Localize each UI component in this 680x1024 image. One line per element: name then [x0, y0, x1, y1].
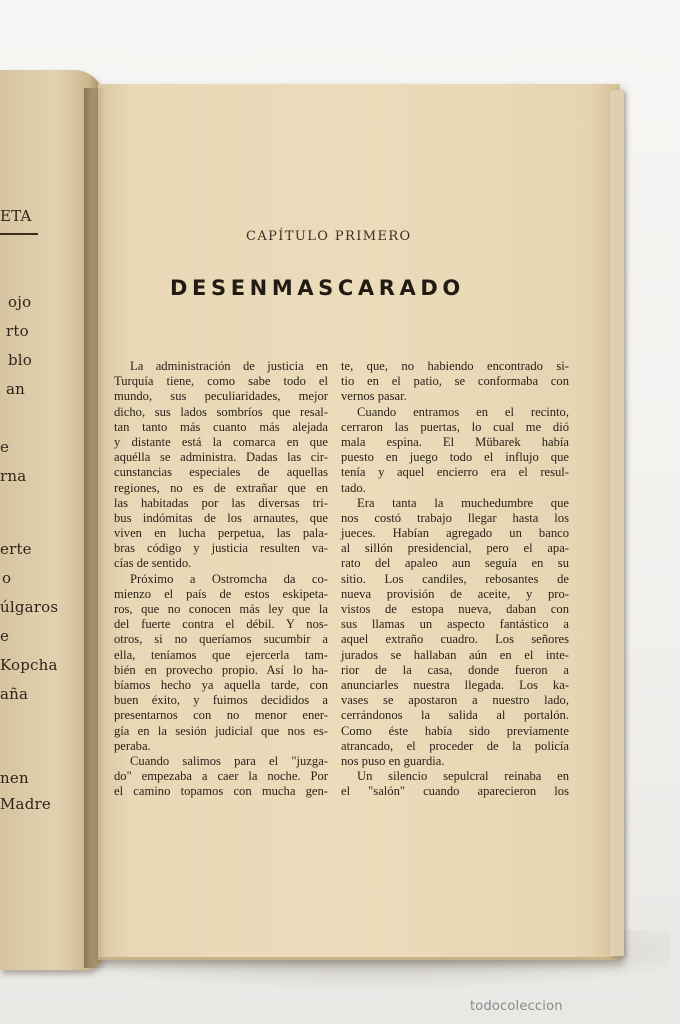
text-line: buen éxito, y fuimos decididos a [114, 693, 328, 708]
text-line: nueva provisión de aceite, y pro- [341, 586, 569, 601]
text-line: do" empezaba a caer la noche. Por [114, 769, 328, 784]
text-line: rato del apaleo aun seguía en su [341, 556, 569, 571]
facing-page-line: ETA [0, 207, 32, 225]
text-line: presentarnos con no menor ener- [114, 708, 328, 723]
facing-page-line: Kopcha [0, 656, 58, 674]
text-column-right [341, 359, 569, 799]
text-line: las habitadas por las diversas tri- [114, 495, 328, 510]
facing-page-line: ojo [8, 293, 32, 311]
text-line: atrancado, el proceder de la policía [341, 738, 569, 753]
text-line: te, que, no habiendo encontrado si- [341, 359, 569, 373]
facing-page-rule [0, 233, 38, 235]
text-line: ros, que no conocen más ley que la [114, 602, 328, 616]
facing-page-line: úlgaros [0, 598, 59, 616]
facing-page-line: erte [0, 540, 32, 558]
text-line: sus llamas un aspecto fantástico a [341, 617, 569, 632]
facing-page-line: rto [6, 322, 29, 340]
text-line: mundo, sus peculiaridades, mejor [114, 389, 328, 404]
text-line: cerrándonos la salida al portalón. [341, 708, 569, 723]
facing-page-line: o [2, 569, 12, 587]
text-line: aquélla se administra. Dadas las cir- [114, 450, 328, 465]
facing-page-line: aña [0, 685, 29, 703]
text-line: nos puso en guardia. [341, 753, 445, 768]
text-line: bién en provecho propio. Así lo ha- [114, 662, 328, 677]
text-line: regiones, no es de extrañar que en [114, 480, 328, 495]
text-line: dicho, sus lados sombríos que resal- [114, 404, 328, 419]
chapter-label: CAPÍTULO PRIMERO [246, 229, 412, 244]
text-line: el "salón" cuando aparecieron los [341, 784, 569, 799]
text-line: tan tanto más cuanto más alejada [114, 419, 328, 434]
text-line: tenía y aquel encierro era el resul- [341, 465, 569, 480]
text-line: sitio. Los candiles, rebosantes de [341, 571, 569, 586]
text-line: bras código y justicia resulten va- [114, 541, 328, 556]
text-line: y distante está la comarca en que [114, 434, 328, 449]
text-line: Como éste había sido previamente [341, 723, 569, 738]
facing-page-line: e [0, 627, 10, 645]
facing-page-line: rna [0, 467, 27, 485]
text-line: tio en el patio, se conformaba con [341, 374, 569, 389]
text-line: mala espina. El Mübarek había [341, 434, 569, 449]
text-line: rior de la casa, donde fueron a [341, 662, 569, 677]
watermark-text: todocoleccion [470, 999, 563, 1014]
text-line: cerraron las puertas, lo cual me dió [341, 419, 569, 434]
text-line: La administración de justicia en [130, 359, 328, 373]
facing-page-line: nen [0, 769, 29, 787]
text-line: cías de sentido. [114, 556, 192, 571]
text-line: Un silencio sepulcral reinaba en [357, 769, 569, 784]
text-line: vases se apostaron a nuestro lado, [341, 693, 569, 708]
text-line: bíamos hecho ya aquella tarde, con [114, 677, 328, 692]
text-line: vernos pasar. [341, 389, 407, 404]
text-line: ella, teníamos que ejercerla tam- [114, 647, 328, 662]
text-line: Cuando salimos para el "juzga- [130, 753, 328, 768]
book-gutter [84, 88, 106, 968]
text-line: al sillón presidencial, pero el apa- [341, 541, 569, 556]
page-edge [610, 90, 624, 956]
text-line: el camino topamos con mucha gen- [114, 784, 328, 799]
text-line: anunciarles nuestra llegada. Los ka- [341, 677, 569, 692]
facing-page-line: e [0, 438, 10, 456]
text-line: jueces. Habían agregado un banco [341, 526, 569, 541]
text-line: vistos de estopa nueva, daban con [341, 602, 569, 616]
chapter-title: DESENMASCARADO [170, 276, 465, 300]
text-line: puesto en juego todo el influjo que [341, 450, 569, 465]
text-line: cunstancias especiales de aquellas [114, 465, 328, 480]
text-line: tado. [341, 480, 366, 495]
text-line: mienzo el país de estos eskipeta- [114, 586, 328, 601]
text-line: Próximo a Ostromcha da co- [130, 571, 328, 586]
text-line: nos costó trabajo llegar hasta los [341, 510, 569, 525]
text-line: bus indómitas de los arnautes, que [114, 510, 328, 525]
facing-page-line: blo [8, 351, 33, 369]
text-line: gía en la sesión judicial que nos es- [114, 723, 328, 738]
text-line: viven en lucha perpetua, las pala- [114, 526, 328, 541]
text-line: Era tanta la muchedumbre que [357, 495, 569, 510]
text-line: Cuando entramos en el recinto, [357, 404, 569, 419]
facing-page-line: Madre [0, 795, 51, 813]
text-line: Turquía tiene, como sabe todo el [114, 374, 328, 389]
text-line: del fuerte contra el débil. Y nos- [114, 617, 328, 632]
text-column-left [114, 359, 328, 799]
text-line: otros, si no queríamos sucumbir a [114, 632, 328, 647]
text-line: peraba. [114, 738, 151, 753]
facing-page-line: an [6, 380, 26, 398]
text-line: jurados se hallaban aún en el inte- [341, 647, 569, 662]
text-line: aquel extraño cuadro. Los señores [341, 632, 569, 647]
